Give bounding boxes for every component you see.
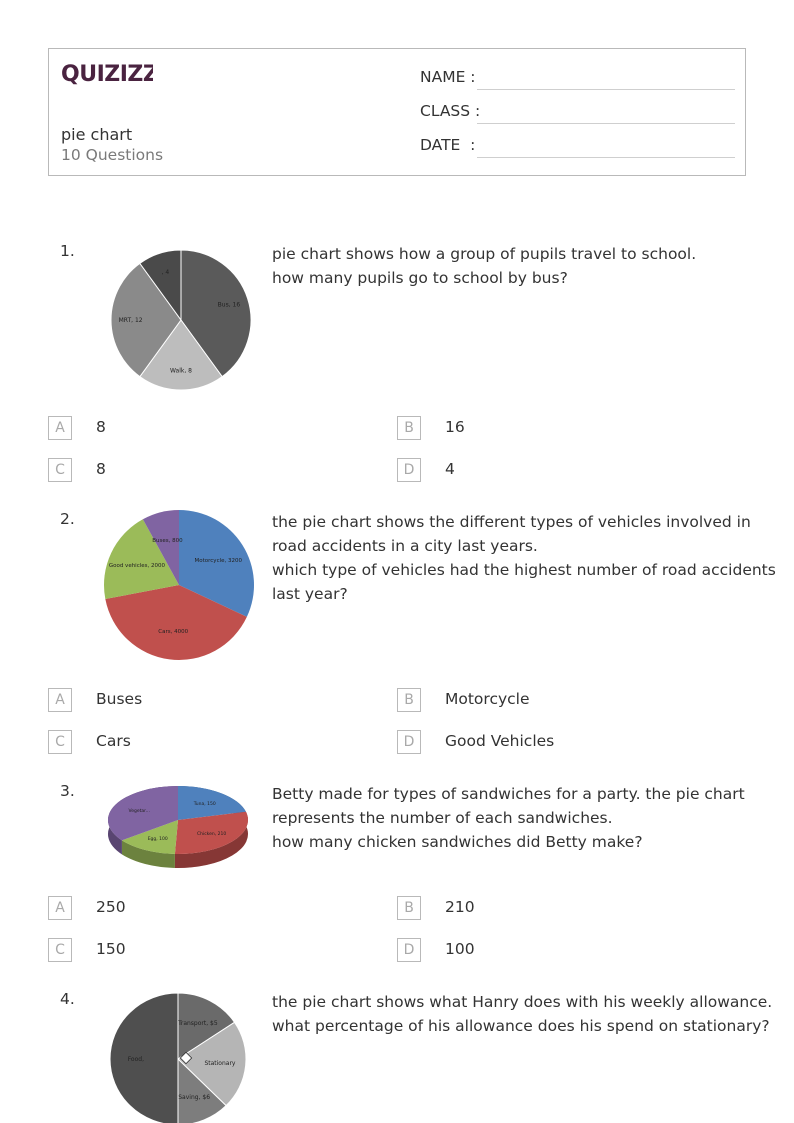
question-line: last year? — [272, 585, 348, 603]
name-line[interactable] — [477, 89, 735, 90]
question-text — [272, 782, 752, 854]
option-text: Cars — [96, 732, 131, 750]
option-letter: C — [48, 938, 72, 962]
option-letter: D — [397, 730, 421, 754]
question-line: road accidents in a city last years. — [272, 537, 538, 555]
question-text — [272, 242, 752, 290]
class-line[interactable] — [477, 123, 735, 124]
pie-slice-label-4: Vegetar... — [128, 809, 150, 815]
pie-chart-3 — [102, 782, 258, 878]
date-label: DATE : — [420, 136, 476, 154]
option-letter: A — [48, 896, 72, 920]
pie-slice-label-2: Chicken, 210 — [196, 831, 227, 837]
option-letter: D — [397, 458, 421, 482]
logo-text: QUIZIZZ — [61, 62, 153, 87]
pie-slice-label-2: Walk, 8 — [170, 367, 192, 375]
question-count: 10 Questions — [61, 146, 164, 164]
option-letter: B — [397, 416, 421, 440]
question-text — [272, 510, 776, 606]
pie-slice-label-4: , 4 — [161, 269, 170, 277]
option-letter: B — [397, 896, 421, 920]
option-letter: B — [397, 688, 421, 712]
pie-slice-label-3: Good vehicles, 2000 — [108, 563, 166, 570]
pie-slice-label-1: Motorcycle, 3200 — [194, 557, 243, 564]
pie-slice-label-1: Tuna, 150 — [193, 801, 216, 807]
option-text: 4 — [445, 460, 455, 478]
name-field[interactable] — [420, 68, 735, 90]
pie-slice-label-4: Food, — [127, 1056, 144, 1063]
option-letter: C — [48, 730, 72, 754]
name-label: NAME : — [420, 68, 476, 86]
worksheet-title: pie chart — [61, 125, 133, 144]
pie-slice-label-1: Transport, $5 — [178, 1019, 218, 1027]
question-number: 4. — [60, 990, 75, 1008]
question-line: pie chart shows how a group of pupils travel to school. — [272, 245, 697, 263]
pie-slice-label-2: Stationary — [204, 1060, 236, 1068]
pie-chart-4 — [104, 992, 254, 1123]
pie-slice-label-1: Bus, 16 — [217, 301, 241, 309]
question-line: which type of vehicles had the highest number of road accidents — [272, 561, 776, 579]
date-field[interactable] — [420, 136, 735, 158]
option-text: Good Vehicles — [445, 732, 555, 750]
class-label: CLASS : — [420, 102, 481, 120]
pie-slice-label-3: MRT, 12 — [118, 317, 143, 324]
option-letter: A — [48, 688, 72, 712]
question-line: how many pupils go to school by bus? — [272, 269, 568, 287]
date-line[interactable] — [477, 157, 735, 158]
question-line: Betty made for types of sandwiches for a party. the pie chart — [272, 785, 745, 803]
pie-chart-2 — [96, 508, 262, 664]
option-text: Motorcycle — [445, 690, 530, 708]
option-letter: D — [397, 938, 421, 962]
option-letter: C — [48, 458, 72, 482]
question-text — [272, 990, 773, 1038]
pie-slice-label-3: Egg, 100 — [147, 837, 168, 843]
pie-slice-label-3: Saving, $6 — [178, 1093, 211, 1101]
worksheet-header — [48, 48, 746, 176]
question-line: what percentage of his allowance does his spend on stationary? — [272, 1017, 770, 1035]
option-text: 250 — [96, 898, 126, 916]
option-text: 150 — [96, 940, 126, 958]
pie-chart-1 — [104, 246, 264, 396]
option-letter: A — [48, 416, 72, 440]
question-line: how many chicken sandwiches did Betty make? — [272, 833, 643, 851]
option-text: 8 — [96, 418, 106, 436]
question-line: represents the number of each sandwiches. — [272, 809, 613, 827]
option-text: Buses — [96, 690, 143, 708]
class-field[interactable] — [420, 102, 735, 124]
option-text: 16 — [445, 418, 465, 436]
question-line: the pie chart shows what Hanry does with his weekly allowance. — [272, 993, 773, 1011]
option-text: 210 — [445, 898, 475, 916]
option-text: 8 — [96, 460, 106, 478]
pie-slice-4 — [110, 993, 178, 1123]
question-line: the pie chart shows the different types of vehicles involved in — [272, 513, 751, 531]
option-text: 100 — [445, 940, 475, 958]
quizizz-logo — [61, 59, 153, 87]
question-number: 2. — [60, 510, 75, 528]
pie-slice-label-2: Cars, 4000 — [158, 628, 189, 635]
pie-slice-label-4: Buses, 800 — [152, 537, 183, 544]
question-number: 3. — [60, 782, 75, 800]
question-number: 1. — [60, 242, 75, 260]
